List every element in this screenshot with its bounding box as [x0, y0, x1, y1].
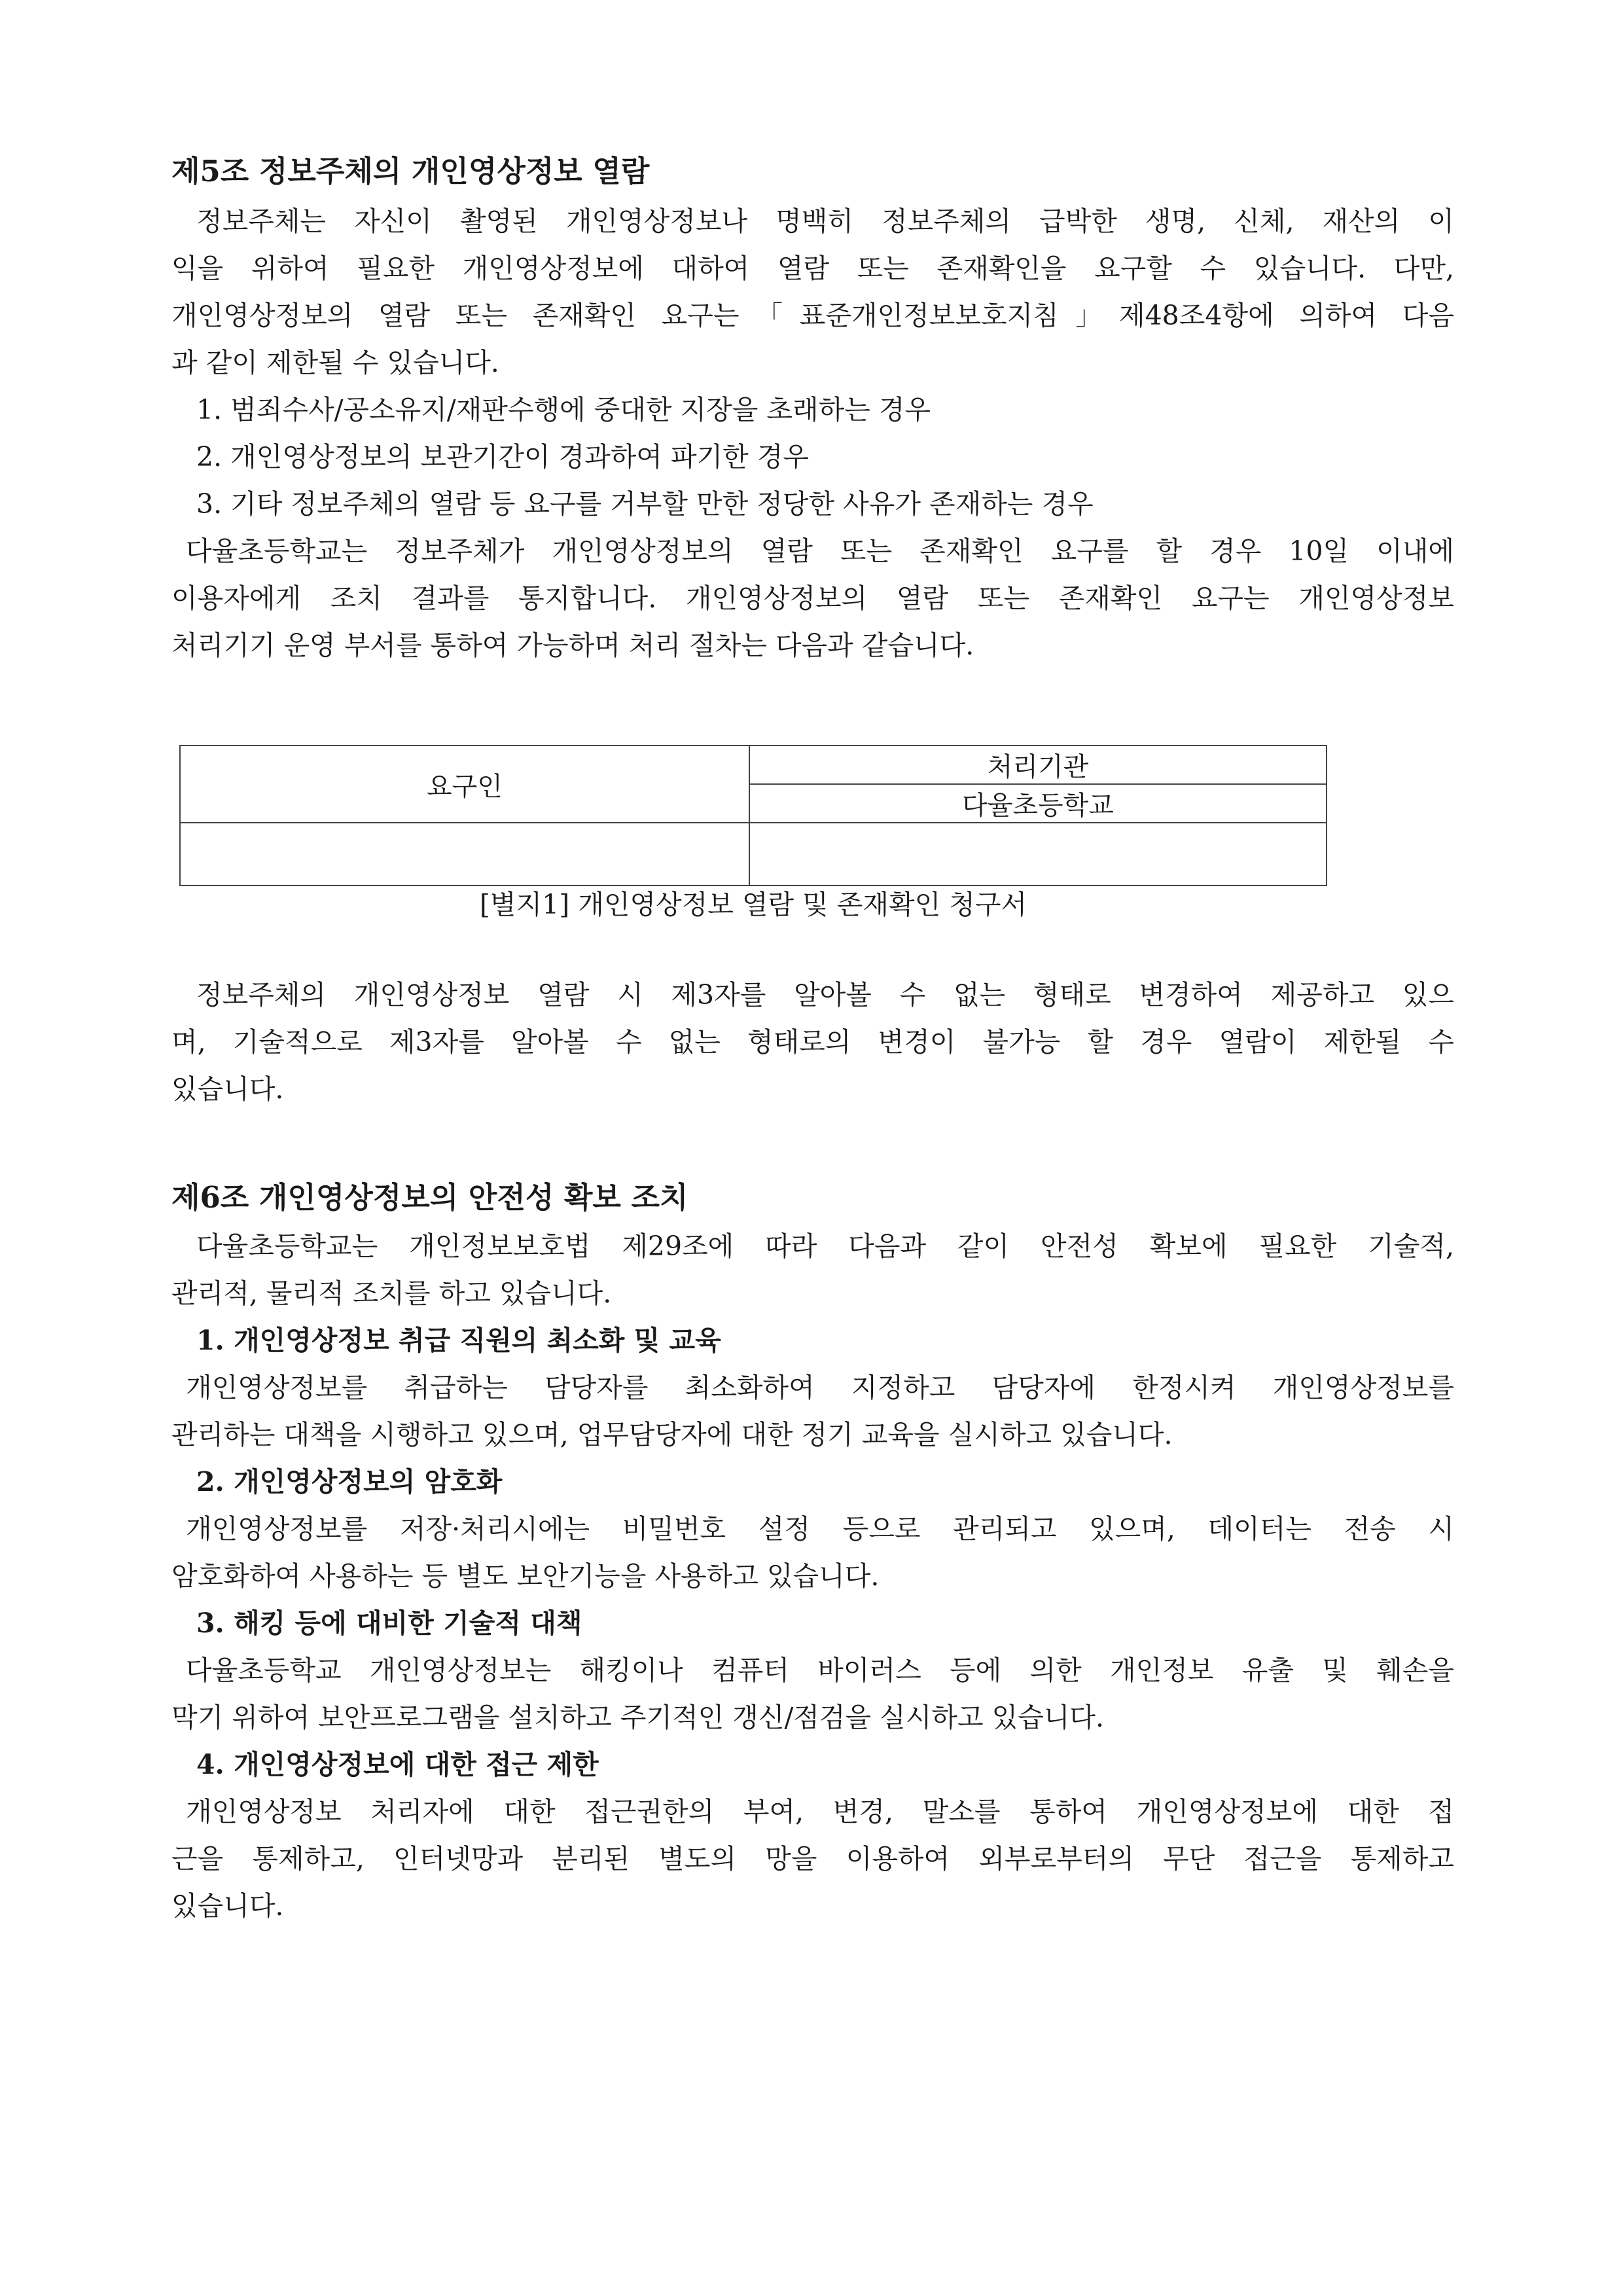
limit-item-1: 1. 범죄수사/공소유지/재판수행에 중대한 지장을 초래하는 경우	[196, 394, 931, 425]
safeguard-3-title: 3. 해킹 등에 대비한 기술적 대책	[196, 1607, 582, 1639]
safeguard-1-title: 1. 개인영상정보 취급 직원의 최소화 및 교육	[196, 1325, 721, 1356]
request-table	[179, 745, 1327, 886]
safeguard-4-title: 4. 개인영상정보에 대한 접근 제한	[196, 1749, 599, 1780]
limit-item-2: 2. 개인영상정보의 보관기간이 경과하여 파기한 경우	[196, 441, 810, 473]
safeguard-3-line1: 다율초등학교 개인영상정보는 해킹이나 컴퓨터 바이러스 등에 의한 개인정보 유출 및 훼손을	[186, 1655, 1454, 1686]
section5-para1-line3: 개인영상정보의 열람 또는 존재확인 요구는「표준개인정보보호지침」제48조4항에 의하여 다음	[171, 300, 1454, 331]
section5-title: 제5조 정보주체의 개인영상정보 열람	[171, 154, 650, 188]
requester-cell	[180, 823, 749, 886]
safeguard-3-line2: 막기 위하여 보안프로그램을 설치하고 주기적인 갱신/점검을 실시하고 있습니다.	[171, 1702, 1105, 1733]
safeguard-2-title: 2. 개인영상정보의 암호화	[196, 1466, 503, 1498]
section5-para2-line3: 처리기기 운영 부서를 통하여 가능하며 처리 절차는 다음과 같습니다.	[171, 630, 974, 661]
section6-intro-line2: 관리적, 물리적 조치를 하고 있습니다.	[171, 1278, 612, 1309]
section5-para1-line4: 과 같이 제한될 수 있습니다.	[171, 347, 499, 378]
safeguard-4-line3: 있습니다.	[171, 1890, 284, 1922]
requester-header: 요구인	[180, 745, 749, 823]
section6-intro-line1: 다율초등학교는 개인정보보호법 제29조에 따라 다음과 같이 안전성 확보에 필요한 기술적,	[196, 1230, 1454, 1262]
safeguard-2-line2: 암호화하여 사용하는 등 별도 보안기능을 사용하고 있습니다.	[171, 1560, 880, 1592]
processor-name: 다율초등학교	[749, 784, 1327, 823]
section6-title: 제6조 개인영상정보의 안전성 확보 조치	[171, 1180, 688, 1215]
section5-para3-line1: 정보주체의 개인영상정보 열람 시 제3자를 알아볼 수 없는 형태로 변경하여 제공하고 있으	[196, 979, 1454, 1011]
processor-cell	[749, 823, 1327, 886]
section5-para3-line3: 있습니다.	[171, 1073, 284, 1105]
safeguard-4-line2: 근을 통제하고, 인터넷망과 분리된 별도의 망을 이용하여 외부로부터의 무단 접근을 통제하고	[171, 1843, 1454, 1874]
safeguard-4-line1: 개인영상정보 처리자에 대한 접근권한의 부여, 변경, 말소를 통하여 개인영상정보에 대한 접	[186, 1796, 1454, 1827]
limit-item-3: 3. 기타 정보주체의 열람 등 요구를 거부할 만한 정당한 사유가 존재하는 경우	[196, 488, 1094, 520]
safeguard-1-line2: 관리하는 대책을 시행하고 있으며, 업무담당자에 대한 정기 교육을 실시하고 있습니다.	[171, 1419, 1173, 1450]
section5-para2-line1: 다율초등학교는 정보주체가 개인영상정보의 열람 또는 존재확인 요구를 할 경우 10일 이내에	[186, 535, 1454, 567]
safeguard-2-line1: 개인영상정보를 저장·처리시에는 비밀번호 설정 등으로 관리되고 있으며, 데이터는 전송 시	[186, 1513, 1454, 1545]
table-caption: [별지1] 개인영상정보 열람 및 존재확인 청구서	[479, 889, 1027, 920]
section5-para1-line1: 정보주체는 자신이 촬영된 개인영상정보나 명백히 정보주체의 급박한 생명, 신체, 재산의 이	[196, 206, 1454, 237]
processor-header: 처리기관	[749, 745, 1327, 784]
section5-para2-line2: 이용자에게 조치 결과를 통지합니다. 개인영상정보의 열람 또는 존재확인 요구는 개인영상정보	[171, 583, 1454, 614]
section5-para3-line2: 며, 기술적으로 제3자를 알아볼 수 없는 형태로의 변경이 불가능 할 경우 열람이 제한될 수	[171, 1026, 1454, 1058]
section5-para1-line2: 익을 위하여 필요한 개인영상정보에 대하여 열람 또는 존재확인을 요구할 수 있습니다. 다만,	[171, 253, 1454, 284]
safeguard-1-line1: 개인영상정보를 취급하는 담당자를 최소화하여 지정하고 담당자에 한정시켜 개인영상정보를	[186, 1372, 1454, 1403]
